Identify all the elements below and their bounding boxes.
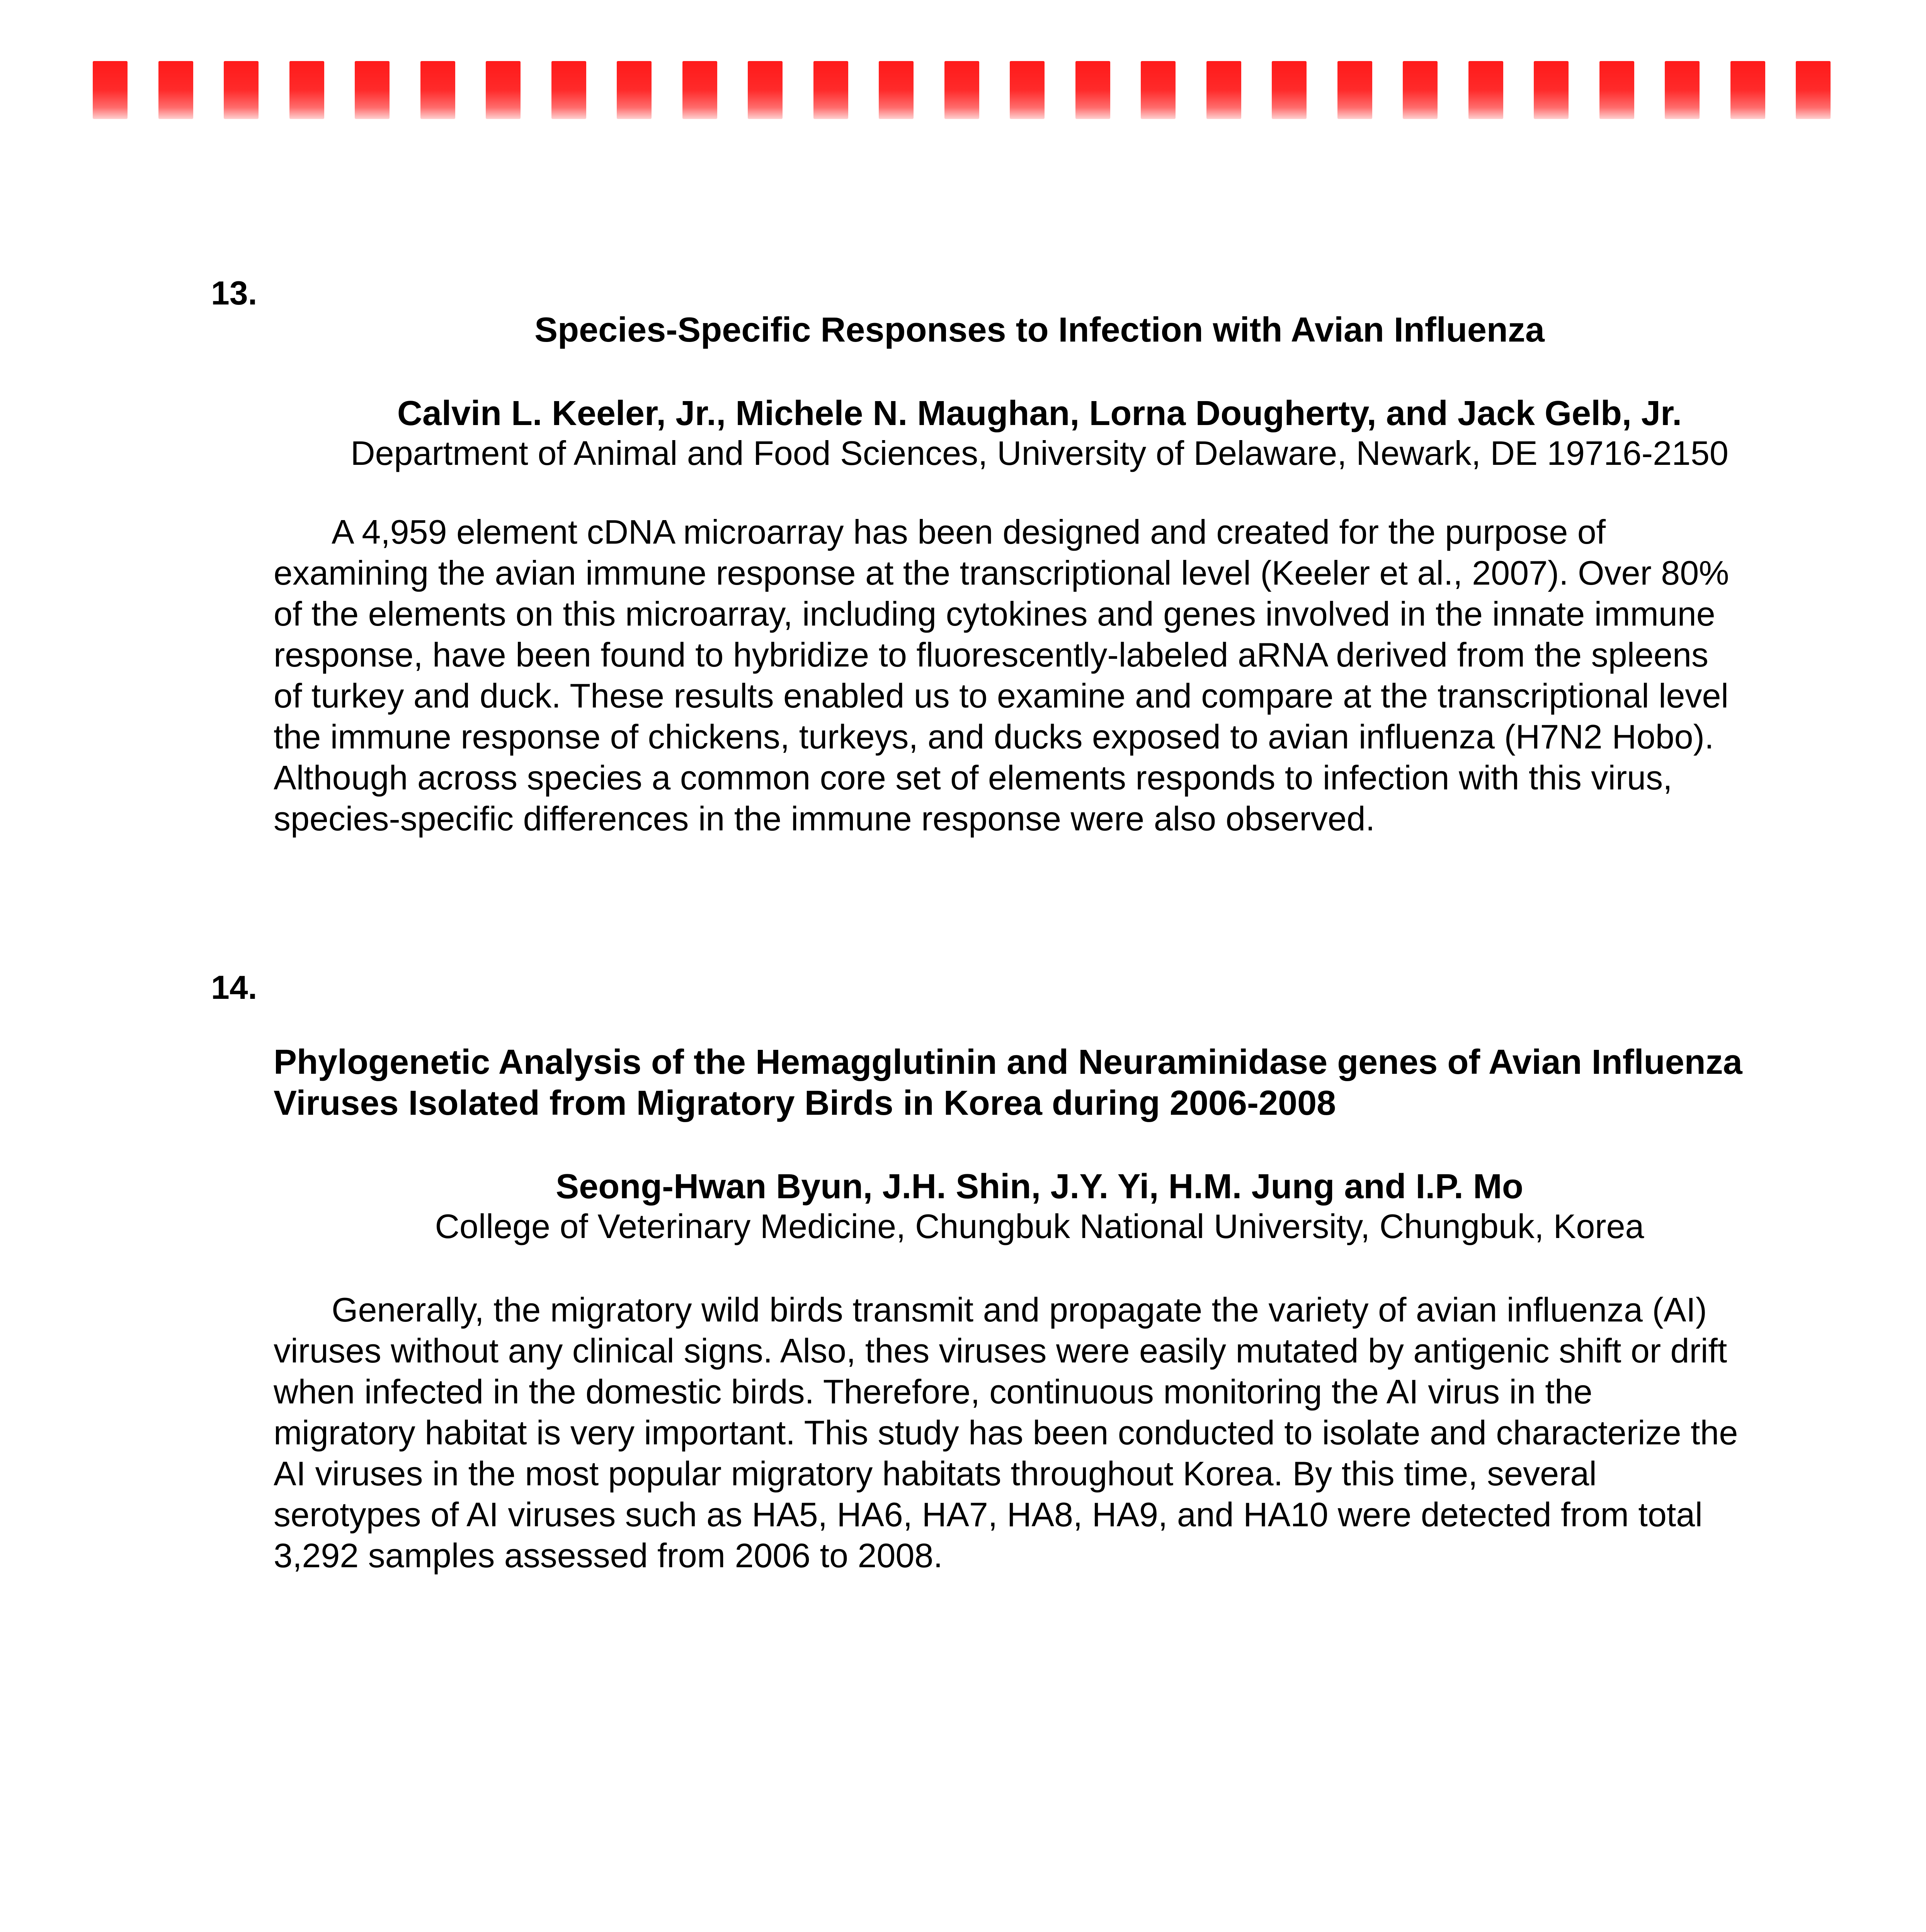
header-bar-segment	[879, 61, 914, 119]
header-bar-segment	[1206, 61, 1241, 119]
entry-14-abstract	[274, 1289, 1742, 1576]
header-decorative-bar	[0, 61, 1926, 119]
header-bar-segment	[224, 61, 259, 119]
header-bar-segment	[682, 61, 717, 119]
header-bar-segment	[1403, 61, 1438, 119]
entry-13-number: 13.	[211, 275, 257, 312]
header-bar-segment	[158, 61, 193, 119]
header-bar-segment	[420, 61, 455, 119]
entry-14-authors: Seong-Hwan Byun, J.H. Shin, J.Y. Yi, H.M. Jung and I.P. Mo	[556, 1167, 1523, 1206]
header-bar-segment	[486, 61, 521, 119]
header-bar-segment	[1730, 61, 1765, 119]
header-bar-segment	[93, 61, 128, 119]
entry-13-abstract-text: A 4,959 element cDNA microarray has been designed and created for the purpose of examining the avian immune response at the transcriptional level (Keeler et al., 2007). Over 80% of the elements on this microarray, including cytokines and genes involved in the innate immune response, have been found to hybridize to fluorescently-labeled aRNA derived from the spleens of turkey and duck. These results enabled us to examine and compare at the transcriptional level the immune response of chickens, turkeys, and ducks exposed to avian influenza (H7N2 Hobo). Although across species a common core set of elements responds to infection with this virus, species-specific differences in the immune response were also observed.	[274, 513, 1729, 838]
entry-14-affiliation: College of Veterinary Medicine, Chungbuk National University, Chungbuk, Korea	[435, 1207, 1644, 1245]
header-bar-segment	[1010, 61, 1045, 119]
header-bar-segment	[1665, 61, 1700, 119]
header-bar-segment	[1534, 61, 1569, 119]
header-bar-segment	[748, 61, 783, 119]
header-bar-segment	[1272, 61, 1307, 119]
entry-13-affiliation: Department of Animal and Food Sciences, University of Delaware, Newark, DE 19716-2150	[350, 434, 1729, 472]
entry-13-abstract	[274, 512, 1742, 839]
header-bar-segment	[1796, 61, 1831, 119]
header-bar-segment	[1599, 61, 1634, 119]
header-bar-segment	[1468, 61, 1503, 119]
entry-14-abstract-text: Generally, the migratory wild birds transmit and propagate the variety of avian influenza (AI) viruses without any clinical signs. Also, thes viruses were easily mutated by antigenic shift or drift when infected in the domestic birds. Therefore, continuous monitoring the AI virus in the migratory habitat is very important. This study has been conducted to isolate and characterize the AI viruses in the most popular migratory habitats throughout Korea. By this time, several serotypes of AI viruses such as HA5, HA6, HA7, HA8, HA9, and HA10 were detected from total 3,292 samples assessed from 2006 to 2008.	[274, 1291, 1738, 1575]
entry-13-title: Species-Specific Responses to Infection with Avian Influenza	[534, 311, 1545, 349]
header-bar-segment	[551, 61, 586, 119]
header-bar-segment	[813, 61, 848, 119]
header-bar-segment	[1337, 61, 1372, 119]
header-bar-segment	[617, 61, 652, 119]
header-bar-segment	[944, 61, 979, 119]
entry-14-title: Phylogenetic Analysis of the Hemagglutinin and Neuraminidase genes of Avian Influenza Viruses Isolated from Migratory Birds in Korea during 2006-2008	[274, 1043, 1742, 1122]
header-bar-segment	[1075, 61, 1110, 119]
entry-14-number: 14.	[211, 969, 257, 1006]
entry-13-authors: Calvin L. Keeler, Jr., Michele N. Maughan, Lorna Dougherty, and Jack Gelb, Jr.	[397, 394, 1682, 433]
header-bar-segment	[1141, 61, 1176, 119]
header-bar-segment	[355, 61, 390, 119]
header-bar-segment	[289, 61, 324, 119]
